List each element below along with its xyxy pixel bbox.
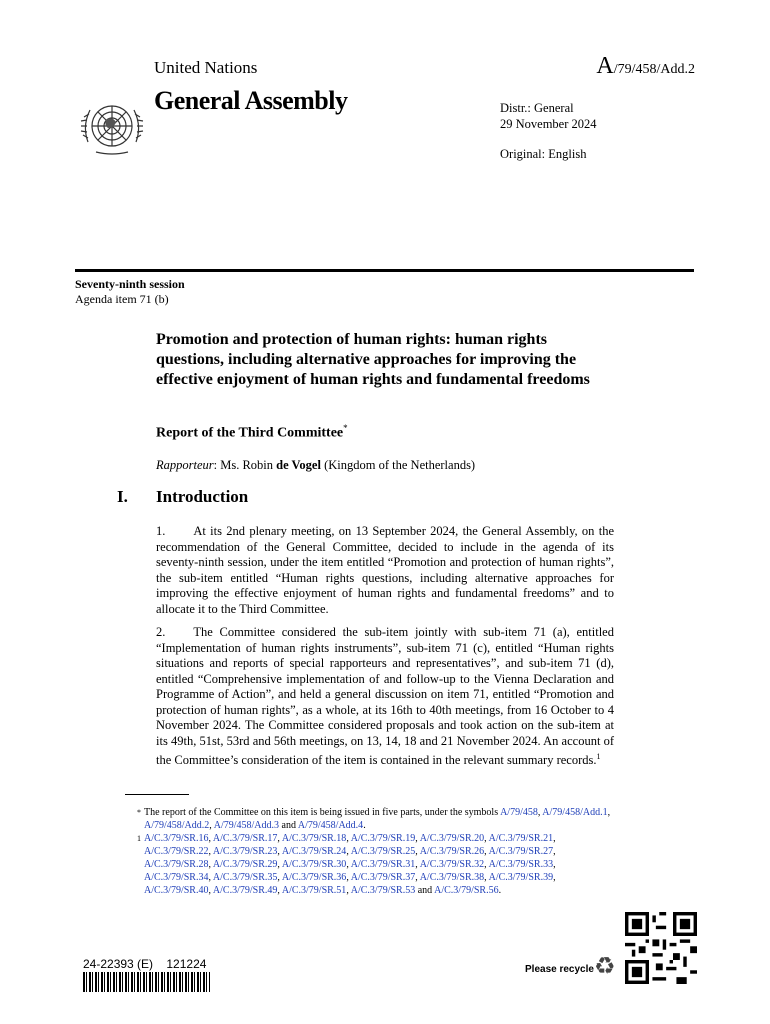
- footnote-one: [137, 832, 614, 897]
- recycle-icon: ♻: [594, 954, 616, 980]
- footnote-rule: [125, 794, 189, 795]
- document-link[interactable]: A/C.3/79/SR.32: [419, 859, 485, 870]
- document-link[interactable]: A/79/458/Add.1: [542, 807, 608, 818]
- footnote-text: The report of the Committee on this item is being issued in five parts, under the symbols: [144, 807, 499, 818]
- document-link[interactable]: A/C.3/79/SR.49: [212, 885, 278, 896]
- document-link[interactable]: A/C.3/79/SR.31: [350, 859, 416, 870]
- document-link[interactable]: A/C.3/79/SR.29: [212, 859, 278, 870]
- session-name: Seventy-ninth session: [75, 277, 185, 291]
- original-language: Original: English: [500, 147, 587, 161]
- document-link[interactable]: A/C.3/79/SR.56: [434, 885, 499, 896]
- footnote-star: [137, 806, 614, 832]
- document-link[interactable]: A/C.3/79/SR.19: [350, 833, 416, 844]
- document-link[interactable]: A/C.3/79/SR.39: [488, 872, 554, 883]
- document-link[interactable]: A/C.3/79/SR.36: [281, 872, 347, 883]
- issue-date: 29 November 2024: [500, 117, 597, 131]
- footnote-mark: *: [137, 808, 141, 817]
- document-link[interactable]: A/C.3/79/SR.33: [488, 859, 554, 870]
- document-link[interactable]: A/C.3/79/SR.22: [144, 846, 209, 857]
- document-symbol: [596, 53, 695, 80]
- rapporteur-prefix: : Ms. Robin: [213, 458, 277, 472]
- assembly-title: General Assembly: [154, 86, 348, 115]
- document-link[interactable]: A/C.3/79/SR.23: [212, 846, 278, 857]
- section-title: Introduction: [156, 487, 249, 506]
- document-link[interactable]: A/C.3/79/SR.40: [144, 885, 209, 896]
- report-title-block: [156, 423, 348, 442]
- rapporteur-country: (Kingdom of the Netherlands): [320, 458, 476, 472]
- session-block: [75, 277, 185, 307]
- document-link[interactable]: A/C.3/79/SR.37: [350, 872, 416, 883]
- document-link[interactable]: A/C.3/79/SR.38: [419, 872, 485, 883]
- footnote-ref: 1: [596, 752, 601, 761]
- paragraph-number: 2.: [156, 625, 166, 639]
- paragraph-number: 1.: [156, 524, 166, 538]
- document-link[interactable]: A/79/458/Add.3: [213, 820, 280, 831]
- distribution-block: [500, 100, 597, 132]
- rapporteur-line: [156, 458, 475, 473]
- qr-code-icon: [625, 912, 697, 984]
- report-footnote-mark: *: [343, 423, 348, 433]
- paragraph-text: At its 2nd plenary meeting, on 13 September 2024, the General Assembly, on the recommendation of the General Committee, decided to include in the agenda of its seventy-ninth session, under the item entitled “Promotion and protection of human rights”, the sub-item entitled “Human rights questions, including alternative approaches for improving the effective enjoyment of human rights and fundamental freedoms” and to allocate it to the Third Committee.: [156, 524, 614, 616]
- symbol-rest: /79/458/Add.2: [613, 62, 695, 77]
- document-number: 24-22393 (E) 121224: [83, 957, 207, 971]
- agenda-item: Agenda item 71 (b): [75, 292, 169, 306]
- section-number: I.: [117, 487, 128, 506]
- recycle-text: Please recycle: [525, 964, 594, 975]
- document-link[interactable]: A/C.3/79/SR.24: [281, 846, 347, 857]
- document-link[interactable]: A/C.3/79/SR.35: [212, 872, 278, 883]
- document-link[interactable]: A/C.3/79/SR.16: [144, 833, 209, 844]
- document-link[interactable]: A/79/458: [500, 807, 538, 818]
- document-link[interactable]: A/C.3/79/SR.25: [350, 846, 416, 857]
- document-link[interactable]: A/C.3/79/SR.51: [281, 885, 347, 896]
- paragraph-text: The Committee considered the sub-item jointly with sub-item 71 (a), entitled “Implementation of human rights instruments”, sub-item 71 (c), entitled “Human rights situations and reports of special rapporteurs and representatives”, and sub-item 71 (d), entitled “Comprehensive implementation of and follow-up to the Vienna Declaration and Programme of Action”, and held a general discussion on item 71, entitled “Promotion and protection of human rights”, as a whole, at its 16th to 40th meetings, from 16 October to 4 November 2024. The Committee considered proposals and took action on the sub-item at its 49th, 51st, 53rd and 56th meetings, on 13, 14, 18 and 21 November 2024. An account of the Committee’s consideration of the item is contained in the relevant summary records.: [156, 625, 614, 768]
- document-link[interactable]: A/C.3/79/SR.26: [419, 846, 485, 857]
- document-link[interactable]: A/C.3/79/SR.30: [281, 859, 347, 870]
- footnote-mark: 1: [137, 834, 141, 843]
- document-link[interactable]: A/C.3/79/SR.21: [488, 833, 554, 844]
- document-link[interactable]: A/79/458/Add.4: [297, 820, 364, 831]
- document-link[interactable]: A/C.3/79/SR.18: [281, 833, 347, 844]
- symbol-prefix: A: [596, 53, 614, 79]
- distribution: Distr.: General: [500, 101, 574, 115]
- header-rule: [75, 269, 694, 272]
- rapporteur-label: Rapporteur: [156, 458, 214, 472]
- barcode-icon: [83, 972, 210, 992]
- report-title: Report of the Third Committee: [156, 425, 344, 441]
- document-link[interactable]: A/C.3/79/SR.20: [419, 833, 485, 844]
- document-link[interactable]: A/C.3/79/SR.27: [488, 846, 554, 857]
- footnote-links: A/79/458, A/79/458/Add.1, A/79/458/Add.2, A/79/458/Add.3 and A/79/458/Add.4.: [144, 807, 611, 831]
- document-title: Promotion and protection of human rights: human rights questions, including alternative approaches for improving the effective enjoyment of human rights and fundamental freedoms: [156, 331, 590, 388]
- document-link[interactable]: A/C.3/79/SR.53: [350, 885, 416, 896]
- document-link[interactable]: A/79/458/Add.2: [144, 820, 210, 831]
- document-link[interactable]: A/C.3/79/SR.34: [144, 872, 209, 883]
- footnote-links: A/C.3/79/SR.16, A/C.3/79/SR.17, A/C.3/79/SR.18, A/C.3/79/SR.19, A/C.3/79/SR.20, A/C.3/79/SR.21, A/C.3/79/SR.22, A/C.3/79/SR.23, A/C.3/79/SR.24, A/C.3/79/SR.25, A/C.3/79/SR.26, A/C.3/79/SR.27, A/C.3/79/SR.28, A/C.3/79/SR.29, A/C.3/79/SR.30, A/C.3/79/SR.31, A/C.3/79/SR.32, A/C.3/79/SR.33, A/C.3/79/SR.34, A/C.3/79/SR.35, A/C.3/79/SR.36, A/C.3/79/SR.37, A/C.3/79/SR.38, A/C.3/79/SR.39, A/C.3/79/SR.40, A/C.3/79/SR.49, A/C.3/79/SR.51, A/C.3/79/SR.53 and A/C.3/79/SR.56.: [144, 833, 556, 896]
- paragraph-1: [156, 524, 614, 617]
- document-link[interactable]: A/C.3/79/SR.28: [144, 859, 209, 870]
- org-name: United Nations: [154, 58, 258, 77]
- paragraph-2: [156, 625, 614, 769]
- un-emblem-icon: [78, 92, 146, 160]
- rapporteur-surname: de Vogel: [276, 458, 321, 472]
- document-link[interactable]: A/C.3/79/SR.17: [212, 833, 278, 844]
